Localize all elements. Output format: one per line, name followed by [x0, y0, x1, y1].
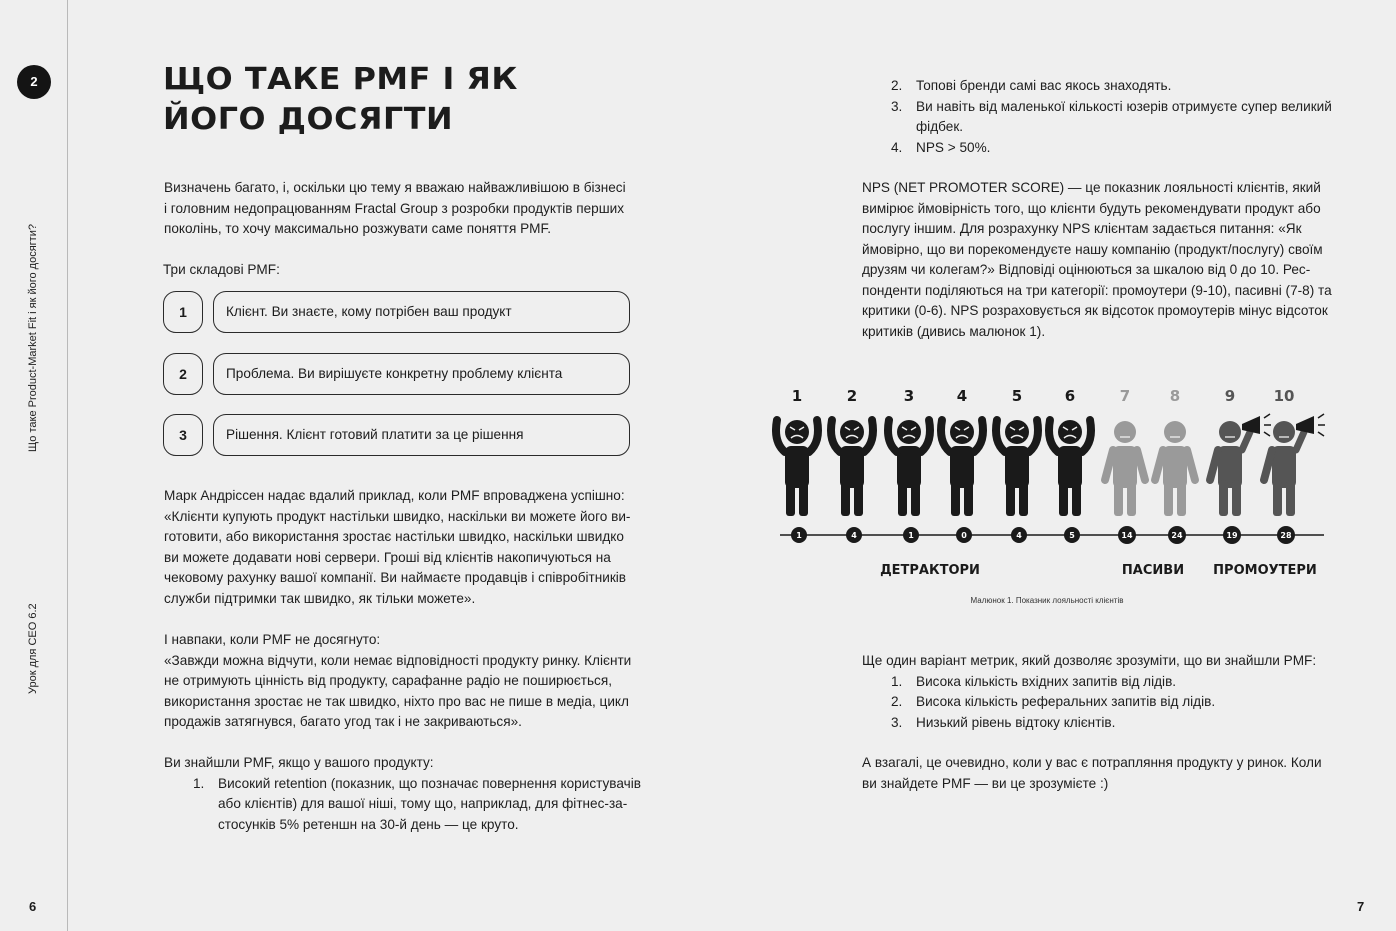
- component-number: 3: [163, 414, 203, 456]
- intro-paragraph: Визначень багато, і, оскільки цю тему я вважаю найважливішою в бізнесі і головним недопрацюванням Fractal Group з розробки продуктів перших поколінь, то хочу максимально розжувати саме поняття PMF.: [164, 180, 626, 236]
- component-row: [163, 414, 631, 458]
- component-text: Рішення. Клієнт готовий платити за це рішення: [213, 414, 630, 456]
- chart-caption: Малюнок 1. Показник лояльності клієнтів: [970, 596, 1124, 605]
- metrics-list: [862, 672, 1342, 734]
- score-label: 8: [1169, 387, 1181, 405]
- detractor-figure: [996, 420, 1038, 516]
- list-item: 3. Низький рівень відтоку клієнтів.: [891, 714, 1116, 730]
- count-label: 24: [1171, 531, 1183, 540]
- chapter-badge: 2: [17, 65, 51, 99]
- score-label: 7: [1119, 387, 1131, 405]
- passive-figure: [1155, 421, 1195, 516]
- count-label: 5: [1069, 531, 1075, 540]
- andreessen-paragraph: Марк Андріссен надає вдалий приклад, коли PMF впроваджена успішно: «Клієнти купують продукт настільки швидко, наскільки ви можете його ви- готовити, або використання зростає настільки швидко, наскільки швидко ви можете додавати нові сервери. Гроші від клієнтів накопичуються на чековому рахунку вашої компанії. Ви наймаєте продавців і співробітників служби підтримки так швидко, як тільки можете».: [164, 488, 631, 606]
- score-label: 6: [1064, 387, 1076, 405]
- lesson-label-vertical: Урок для CEO 6.2: [27, 603, 39, 694]
- component-row: [163, 353, 631, 397]
- component-text: Проблема. Ви вирішуєте конкретну проблему клієнта: [213, 353, 630, 395]
- score-label: 2: [846, 387, 858, 405]
- passive-figure: [1105, 421, 1145, 516]
- component-number: 1: [163, 291, 203, 333]
- nps-paragraph: NPS (NET PROMOTER SCORE) — це показник лояльності клієнтів, який вимірює ймовірність того, що клієнти будуть рекомендувати продукт або послугу іншим. Для розрахунку NPS клієнтам задається питання: «Як ймовірно, що ви порекомендуєте нашу компанію (продукт/послугу) своїм друзям чи колегам?» Відповіді оцінюються за шкалою від 0 до 10. Рес- понденти поділяються на три категорії: промоутери (9-10), пасивні (7-8) та критики (0-6). NPS розраховується як відсоток промоутерів мінус відсоток критиків (дивись малюнок 1).: [862, 180, 1332, 339]
- count-label: 14: [1121, 531, 1133, 540]
- promoter-figure: [1264, 414, 1325, 516]
- detractor-figure: [1049, 420, 1091, 516]
- list-item: 1. Висока кількість вхідних запитів від лідів.: [891, 673, 1177, 689]
- opposite-paragraph: І навпаки, коли PMF не досягнуто: «Завжди можна відчути, коли немає відповідності продукту ринку. Клієнти не отримують цінність від продукту, сарафанне радіо не поширюється, використання зростає не так швидко, ніхто про вас не пише в медіа, цикл продажів затягнувся, багато угод так і не закриваються».: [164, 632, 632, 729]
- score-label: 9: [1224, 387, 1236, 405]
- page-number-left: 6: [29, 899, 37, 914]
- list-item: 2. Топові бренди самі вас якось знаходять.: [891, 78, 1172, 93]
- component-text: Клієнт. Ви знаєте, кому потрібен ваш продукт: [213, 291, 630, 333]
- sidebar: [0, 0, 68, 931]
- count-label: 4: [851, 531, 857, 540]
- detractor-figure: [831, 420, 873, 516]
- found-pmf-list-continued: [862, 76, 1342, 158]
- metrics-section: Ще один варіант метрик, який дозволяє зрозуміти, що ви знайшли PMF: 1. Висока кількість вхідних запитів від лідів. 2. Висока кількість реферальних запитів від лідів. 3. Низький рівень відтоку клієнтів.: [862, 651, 1342, 733]
- group-label: ПРОМОУТЕРИ: [1213, 563, 1317, 578]
- group-label: ДЕТРАКТОРИ: [880, 563, 980, 578]
- list-item: 1. Високий retention (показник, що позначає повернення користувачів або клієнтів) для вашої ніші, тому що, наприклад, для фітнес-за- стосунків 5% ретеншн на 30-й день — це круто.: [193, 775, 641, 832]
- count-label: 1: [908, 531, 914, 540]
- score-label: 4: [956, 387, 968, 405]
- score-label: 10: [1273, 387, 1295, 405]
- score-label: 1: [791, 387, 803, 405]
- list-item: 4. NPS > 50%.: [891, 139, 991, 155]
- detractor-figure: [941, 420, 983, 516]
- count-label: 19: [1226, 531, 1238, 540]
- detractor-figure: [888, 420, 930, 516]
- list-item: 2. Висока кількість реферальних запитів від лідів.: [891, 694, 1216, 709]
- found-pmf-list: [164, 774, 644, 836]
- chapter-title-vertical: Що таке Product-Market Fit і як його досягти?: [27, 224, 39, 452]
- detractor-figure: [776, 420, 818, 516]
- conclusion-paragraph: А взагалі, це очевидно, коли у вас є потрапляння продукту у ринок. Коли ви знайдете PMF — ви це зрозумієте :): [862, 755, 1322, 791]
- components-heading: Три складові PMF:: [163, 262, 280, 277]
- component-number: 2: [163, 353, 203, 395]
- count-label: 0: [961, 531, 967, 540]
- found-pmf-section: Ви знайшли PMF, якщо у вашого продукту: 1. Високий retention (показник, що позначає повернення користувачів або клієнтів) для вашої ніші, тому що, наприклад, для фітнес-за- стосунків 5% ретеншн на 30-й день — це круто.: [164, 753, 644, 835]
- promoter-figure: [1210, 414, 1271, 516]
- nps-chart-svg: [772, 380, 1332, 620]
- page-number-right: 7: [1357, 899, 1365, 914]
- score-label: 5: [1011, 387, 1023, 405]
- list-item: 3. Ви навіть від маленької кількості юзерів отримуєте супер великий фідбек.: [891, 98, 1332, 134]
- score-label: 3: [903, 387, 915, 405]
- count-label: 1: [796, 531, 802, 540]
- count-label: 4: [1016, 531, 1022, 540]
- nps-chart: [772, 380, 1332, 620]
- count-label: 28: [1280, 531, 1292, 540]
- group-label: ПАСИВИ: [1121, 563, 1185, 578]
- component-row: [163, 291, 631, 335]
- page-title: ЩО ТАКЕ PMF І ЯК ЙОГО ДОСЯГТИ: [163, 62, 518, 137]
